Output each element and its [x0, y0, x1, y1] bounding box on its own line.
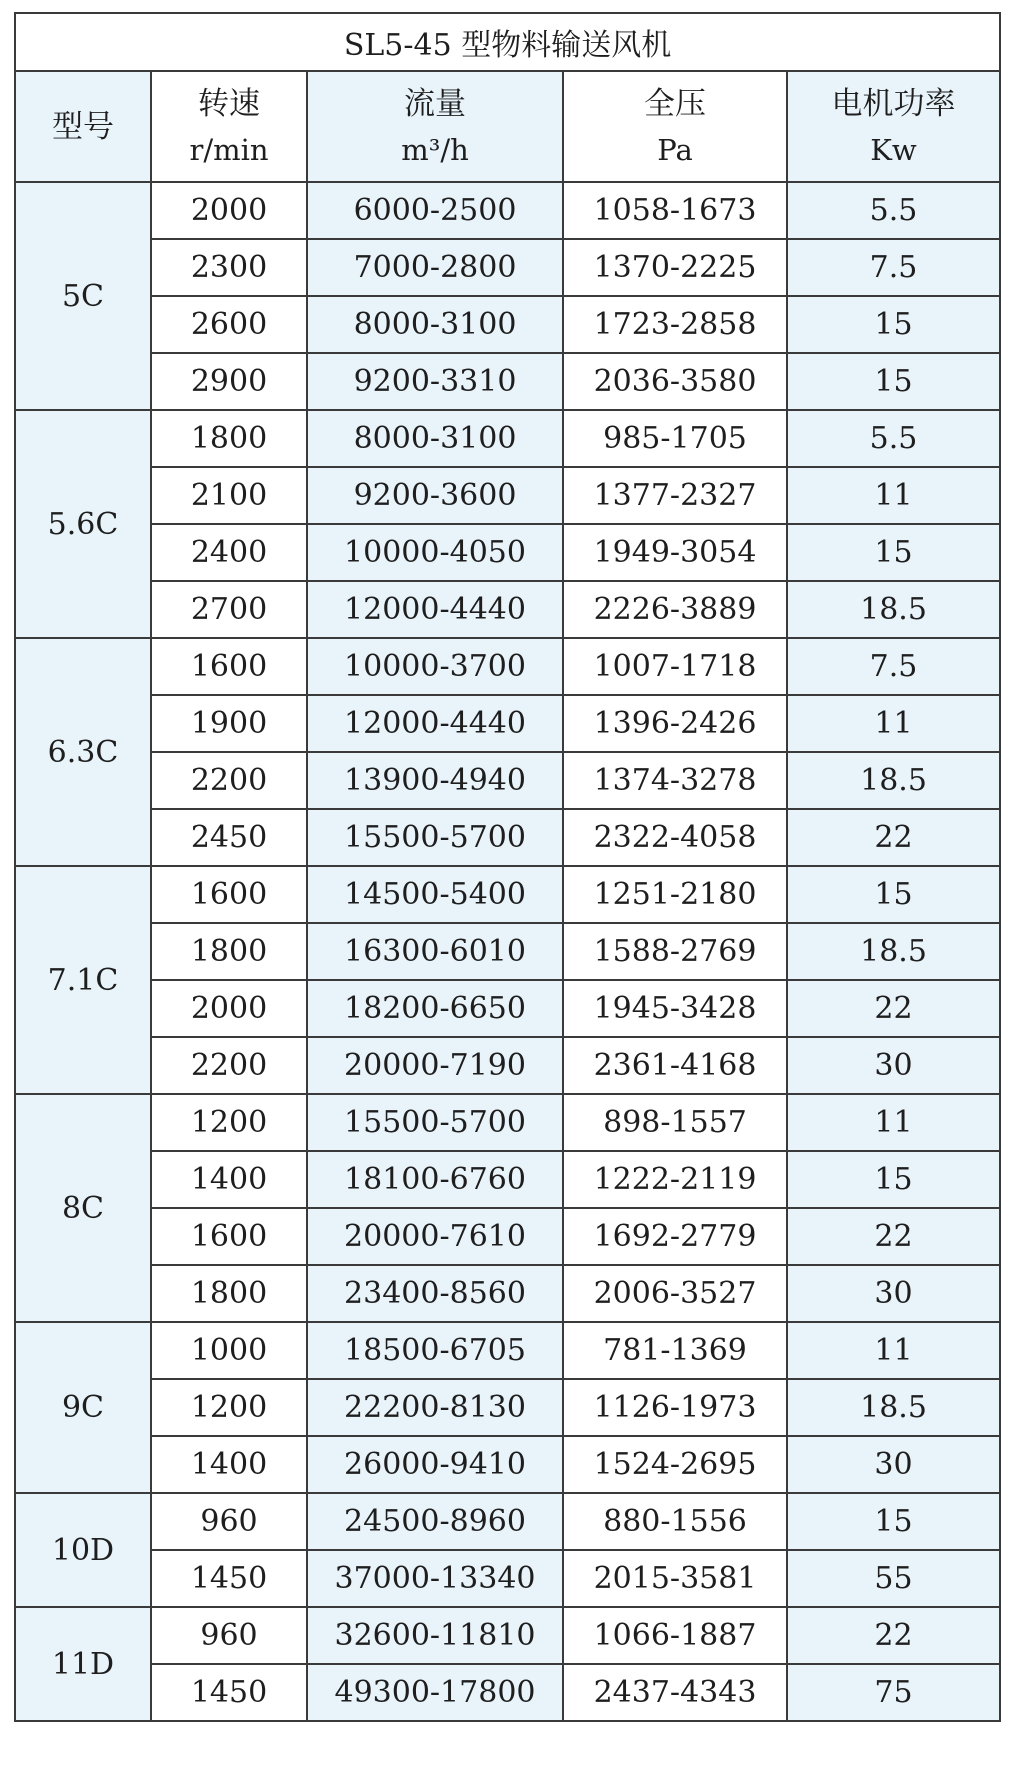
header-flow-unit: m³/h	[401, 132, 469, 167]
table-row	[15, 1607, 1000, 1664]
pressure-cell: 1945-3428	[563, 980, 787, 1037]
model-cell: 11D	[15, 1607, 151, 1721]
fan-spec-table	[14, 12, 1001, 1722]
model-cell: 9C	[15, 1322, 151, 1493]
table-row	[15, 353, 1000, 410]
flow-cell: 14500-5400	[307, 866, 563, 923]
header-pressure-unit: Pa	[657, 132, 693, 167]
table-row	[15, 1664, 1000, 1721]
power-cell: 11	[787, 1322, 1000, 1379]
table-row	[15, 752, 1000, 809]
power-cell: 15	[787, 524, 1000, 581]
pressure-cell: 1588-2769	[563, 923, 787, 980]
flow-cell: 6000-2500	[307, 182, 563, 239]
table-row	[15, 1151, 1000, 1208]
header-power-label: 电机功率	[831, 85, 956, 122]
model-cell: 6.3C	[15, 638, 151, 866]
header-row	[15, 71, 1000, 182]
table-row	[15, 695, 1000, 752]
speed-cell: 1800	[151, 1265, 307, 1322]
pressure-cell: 1524-2695	[563, 1436, 787, 1493]
speed-cell: 1000	[151, 1322, 307, 1379]
speed-cell: 1600	[151, 638, 307, 695]
flow-cell: 12000-4440	[307, 581, 563, 638]
power-cell: 11	[787, 695, 1000, 752]
header-power-unit: Kw	[870, 132, 917, 167]
table-row	[15, 182, 1000, 239]
speed-cell: 2200	[151, 1037, 307, 1094]
power-cell: 7.5	[787, 638, 1000, 695]
header-flow	[307, 71, 563, 182]
flow-cell: 18500-6705	[307, 1322, 563, 1379]
flow-cell: 22200-8130	[307, 1379, 563, 1436]
flow-cell: 37000-13340	[307, 1550, 563, 1607]
power-cell: 15	[787, 296, 1000, 353]
power-cell: 15	[787, 866, 1000, 923]
pressure-cell: 1058-1673	[563, 182, 787, 239]
table-title: SL5-45 型物料输送风机	[15, 13, 1000, 71]
model-cell: 10D	[15, 1493, 151, 1607]
flow-cell: 15500-5700	[307, 809, 563, 866]
pressure-cell: 985-1705	[563, 410, 787, 467]
header-pressure-label: 全压	[644, 85, 706, 122]
pressure-cell: 1949-3054	[563, 524, 787, 581]
flow-cell: 13900-4940	[307, 752, 563, 809]
pressure-cell: 1396-2426	[563, 695, 787, 752]
speed-cell: 960	[151, 1493, 307, 1550]
speed-cell: 2700	[151, 581, 307, 638]
speed-cell: 1400	[151, 1151, 307, 1208]
header-flow-label: 流量	[404, 85, 466, 122]
power-cell: 15	[787, 353, 1000, 410]
power-cell: 18.5	[787, 923, 1000, 980]
table-row	[15, 467, 1000, 524]
flow-cell: 32600-11810	[307, 1607, 563, 1664]
flow-cell: 7000-2800	[307, 239, 563, 296]
speed-cell: 1800	[151, 923, 307, 980]
table-row	[15, 638, 1000, 695]
speed-cell: 2900	[151, 353, 307, 410]
power-cell: 22	[787, 809, 1000, 866]
table-row	[15, 524, 1000, 581]
table-row	[15, 410, 1000, 467]
header-model-label: 型号	[52, 108, 114, 145]
power-cell: 15	[787, 1151, 1000, 1208]
model-cell: 5.6C	[15, 410, 151, 638]
power-cell: 55	[787, 1550, 1000, 1607]
speed-cell: 2450	[151, 809, 307, 866]
pressure-cell: 1377-2327	[563, 467, 787, 524]
table-row	[15, 866, 1000, 923]
flow-cell: 24500-8960	[307, 1493, 563, 1550]
pressure-cell: 1222-2119	[563, 1151, 787, 1208]
table-row	[15, 1208, 1000, 1265]
header-power	[787, 71, 1000, 182]
power-cell: 18.5	[787, 752, 1000, 809]
flow-cell: 9200-3310	[307, 353, 563, 410]
model-cell: 7.1C	[15, 866, 151, 1094]
power-cell: 7.5	[787, 239, 1000, 296]
pressure-cell: 1007-1718	[563, 638, 787, 695]
pressure-cell: 2226-3889	[563, 581, 787, 638]
flow-cell: 10000-4050	[307, 524, 563, 581]
speed-cell: 1200	[151, 1379, 307, 1436]
pressure-cell: 1066-1887	[563, 1607, 787, 1664]
power-cell: 30	[787, 1037, 1000, 1094]
power-cell: 15	[787, 1493, 1000, 1550]
table-row	[15, 239, 1000, 296]
flow-cell: 23400-8560	[307, 1265, 563, 1322]
power-cell: 18.5	[787, 581, 1000, 638]
flow-cell: 16300-6010	[307, 923, 563, 980]
speed-cell: 1600	[151, 866, 307, 923]
power-cell: 22	[787, 980, 1000, 1037]
pressure-cell: 880-1556	[563, 1493, 787, 1550]
table-row	[15, 1037, 1000, 1094]
flow-cell: 18100-6760	[307, 1151, 563, 1208]
pressure-cell: 781-1369	[563, 1322, 787, 1379]
table-row	[15, 809, 1000, 866]
flow-cell: 26000-9410	[307, 1436, 563, 1493]
flow-cell: 8000-3100	[307, 296, 563, 353]
pressure-cell: 2036-3580	[563, 353, 787, 410]
speed-cell: 2000	[151, 182, 307, 239]
header-pressure	[563, 71, 787, 182]
pressure-cell: 1126-1973	[563, 1379, 787, 1436]
pressure-cell: 1374-3278	[563, 752, 787, 809]
power-cell: 11	[787, 1094, 1000, 1151]
speed-cell: 2600	[151, 296, 307, 353]
power-cell: 5.5	[787, 410, 1000, 467]
flow-cell: 12000-4440	[307, 695, 563, 752]
flow-cell: 8000-3100	[307, 410, 563, 467]
speed-cell: 1400	[151, 1436, 307, 1493]
header-speed-unit: r/min	[189, 132, 269, 167]
flow-cell: 18200-6650	[307, 980, 563, 1037]
pressure-cell: 2437-4343	[563, 1664, 787, 1721]
flow-cell: 20000-7190	[307, 1037, 563, 1094]
speed-cell: 1450	[151, 1664, 307, 1721]
speed-cell: 1600	[151, 1208, 307, 1265]
flow-cell: 49300-17800	[307, 1664, 563, 1721]
table-row	[15, 980, 1000, 1037]
power-cell: 18.5	[787, 1379, 1000, 1436]
flow-cell: 9200-3600	[307, 467, 563, 524]
power-cell: 75	[787, 1664, 1000, 1721]
pressure-cell: 2361-4168	[563, 1037, 787, 1094]
speed-cell: 1900	[151, 695, 307, 752]
power-cell: 22	[787, 1208, 1000, 1265]
power-cell: 30	[787, 1436, 1000, 1493]
model-cell: 8C	[15, 1094, 151, 1322]
table-body	[15, 182, 1000, 1721]
speed-cell: 2400	[151, 524, 307, 581]
speed-cell: 960	[151, 1607, 307, 1664]
table-row	[15, 1265, 1000, 1322]
pressure-cell: 1692-2779	[563, 1208, 787, 1265]
table-row	[15, 296, 1000, 353]
table-row	[15, 1550, 1000, 1607]
flow-cell: 15500-5700	[307, 1094, 563, 1151]
table-row	[15, 923, 1000, 980]
table-row	[15, 1493, 1000, 1550]
pressure-cell: 2015-3581	[563, 1550, 787, 1607]
flow-cell: 20000-7610	[307, 1208, 563, 1265]
power-cell: 22	[787, 1607, 1000, 1664]
power-cell: 11	[787, 467, 1000, 524]
power-cell: 30	[787, 1265, 1000, 1322]
flow-cell: 10000-3700	[307, 638, 563, 695]
pressure-cell: 1370-2225	[563, 239, 787, 296]
table-row	[15, 581, 1000, 638]
speed-cell: 2100	[151, 467, 307, 524]
header-speed	[151, 71, 307, 182]
table-row	[15, 1094, 1000, 1151]
header-model	[15, 71, 151, 182]
power-cell: 5.5	[787, 182, 1000, 239]
table-row	[15, 1379, 1000, 1436]
pressure-cell: 898-1557	[563, 1094, 787, 1151]
pressure-cell: 1251-2180	[563, 866, 787, 923]
pressure-cell: 1723-2858	[563, 296, 787, 353]
pressure-cell: 2006-3527	[563, 1265, 787, 1322]
speed-cell: 2300	[151, 239, 307, 296]
speed-cell: 1800	[151, 410, 307, 467]
speed-cell: 1450	[151, 1550, 307, 1607]
speed-cell: 2000	[151, 980, 307, 1037]
speed-cell: 2200	[151, 752, 307, 809]
table-row	[15, 1322, 1000, 1379]
header-speed-label: 转速	[198, 85, 260, 122]
speed-cell: 1200	[151, 1094, 307, 1151]
pressure-cell: 2322-4058	[563, 809, 787, 866]
table-row	[15, 1436, 1000, 1493]
model-cell: 5C	[15, 182, 151, 410]
